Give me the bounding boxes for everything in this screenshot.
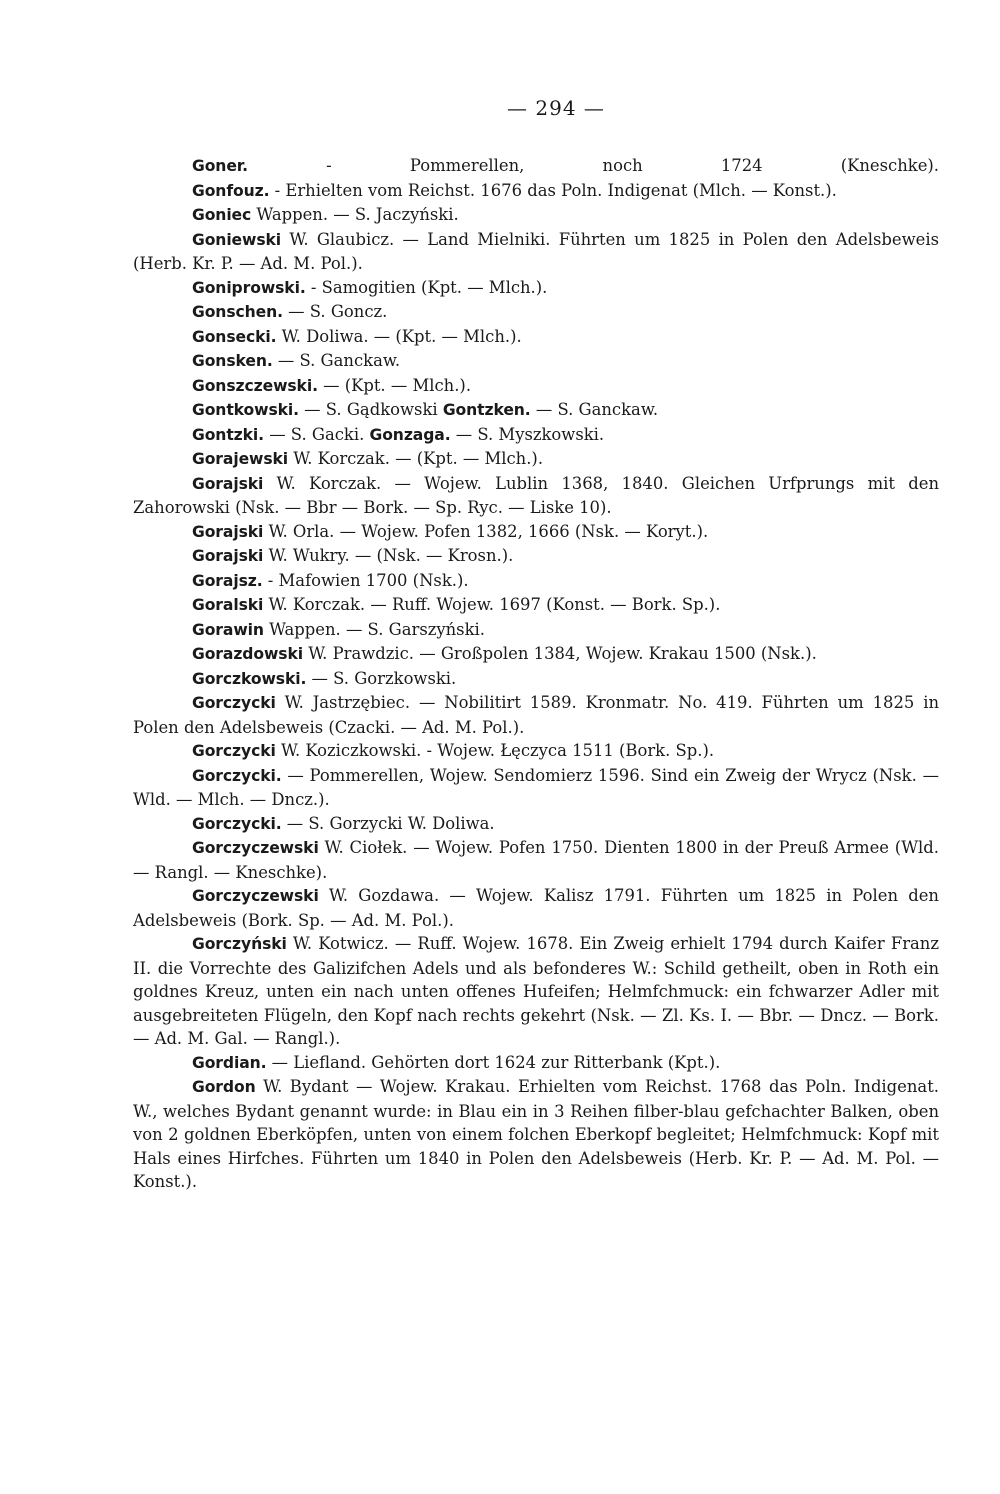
entry-gorczycki-koziczkowski xyxy=(133,739,939,764)
entry-text: W. Ciołek. — Wojew. Pofen 1750. Dienten 1800 in der Preuß Armee (Wld. — Rangl. — Kneschke). xyxy=(133,838,939,882)
page-number: — 294 — xyxy=(507,96,605,120)
entry-headword: Gorczyczewski xyxy=(192,839,319,857)
entry-text: - Pommerellen, noch 1724 (Kneschke). xyxy=(247,156,939,175)
entry-text: — S. Ganckaw. xyxy=(272,351,401,370)
entry-text: — S. Gorzycki W. Doliwa. xyxy=(281,813,495,833)
entry-text: — (Kpt. — Mlch.). xyxy=(317,375,472,395)
entry-gonfouz xyxy=(133,179,939,204)
entry-gontkowski xyxy=(133,398,939,423)
entry-headword: Gonsecki. xyxy=(192,327,277,346)
entry-text: W. Korczak. — Wojew. Lublin 1368, 1840. Gleichen Urfprungs mit den Zahorowski (Nsk. — Bbr — Bork. — Sp. Ryc. — Liske 10). xyxy=(133,473,939,517)
entry-goralski xyxy=(133,593,939,618)
entry-headword: Gorajski xyxy=(192,522,264,541)
entry-gonsecki xyxy=(133,325,939,350)
entry-headword: Gorczkowski. xyxy=(192,669,307,688)
entry-gorajsz xyxy=(133,569,939,594)
entry-text: W. Wukry. — (Nsk. — Krosn.). xyxy=(263,546,514,565)
entry-text: W. Glaubicz. — Land Mielniki. Führten um 1825 in Polen den Adelsbeweis (Herb. Kr. P. — Ad. M. Pol.). xyxy=(133,229,939,273)
entry-headword: Goner. xyxy=(192,157,248,175)
entry-gorczycki-pommerellen xyxy=(133,764,939,812)
entry-headword: Gontzken. xyxy=(442,401,531,419)
entry-text: W. Kotwicz. — Ruff. Wojew. 1678. Ein Zweig erhielt 1794 durch Kaifer Franz II. die Vorrechte des Galizifchen Adels und als befonderes W.: Schild getheilt, oben in Roth ein goldnes Kreuz, unten ein nach unten offenes Hufeifen; Helmfchmuck: ein fchwarzer Adler mit ausgebreiteten Flügeln, den Kopf nach rechts gekehrt (Nsk. — Zl. Ks. I. — Bbr. — Dncz. — Bork. — Ad. M. Gal. — Rangl.). xyxy=(133,934,939,1048)
entry-gorczyczewski-gozdawa xyxy=(133,884,939,932)
entry-gorczkowski xyxy=(133,667,939,692)
entry-headword: Gorajewski xyxy=(192,450,289,468)
entry-headword: Gonszczewski. xyxy=(192,376,318,395)
entry-headword: Gordian. xyxy=(192,1053,267,1072)
entry-headword: Gorajsz. xyxy=(192,571,263,590)
entry-headword: Gorajski xyxy=(192,547,264,565)
entry-headword: Gorczyński xyxy=(192,935,287,953)
entry-text: Wappen. — S. Jaczyński. xyxy=(251,205,459,224)
entry-headword: Gonfouz. xyxy=(192,181,270,200)
entry-gorajski-wukry xyxy=(133,544,939,569)
entry-text: — S. Myszkowski. xyxy=(450,424,605,444)
entry-text: W. Orla. — Wojew. Pofen 1382, 1666 (Nsk. — Koryt.). xyxy=(263,521,709,541)
document-page xyxy=(133,96,939,1194)
entry-text: - Erhielten vom Reichst. 1676 das Poln. Indigenat (Mlch. — Konst.). xyxy=(269,180,837,200)
entry-headword: Gorajski xyxy=(192,474,264,493)
entry-text: - Mafowien 1700 (Nsk.). xyxy=(262,570,469,590)
entry-gonsken xyxy=(133,349,939,374)
entry-text: W. Jastrzębiec. — Nobilitirt 1589. Kronmatr. No. 419. Führten um 1825 in Polen den Adelsbeweis (Czacki. — Ad. M. Pol.). xyxy=(133,693,939,737)
entry-goniprowski xyxy=(133,276,939,301)
entry-headword: Goniec xyxy=(192,206,252,224)
entry-gorczynski xyxy=(133,932,939,1051)
entry-gorajewski xyxy=(133,447,939,472)
entry-text: W. Gozdawa. — Wojew. Kalisz 1791. Führten um 1825 in Polen den Adelsbeweis (Bork. Sp. — Ad. M. Pol.). xyxy=(133,886,939,930)
entry-gontzki xyxy=(133,423,939,448)
entry-headword: Gorczycki. xyxy=(192,766,282,785)
entry-headword: Gontzki. xyxy=(192,425,264,444)
entry-text: W. Bydant — Wojew. Krakau. Erhielten vom Reichst. 1768 das Poln. Indigenat. W., welches Bydant genannt wurde: in Blau ein in 3 Reihen filber-blau gefchachter Balken, oben von 2 goldnen Eberköpfen, unten von einem folchen Eberkopf begleitet; Helmfchmuck: Kopf mit Hals eines Hirfches. Führten um 1840 in Polen den Adelsbeweis (Herb. Kr. P. — Ad. M. Pol. — Konst.). xyxy=(133,1077,939,1191)
entry-headword: Gontkowski. xyxy=(192,401,299,419)
entry-gorczyczewski-ciolek xyxy=(133,836,939,884)
entry-headword: Gonzaga. xyxy=(369,425,451,444)
entry-headword: Gorawin xyxy=(192,620,264,639)
entry-gorajski-orla xyxy=(133,520,939,545)
entry-text: W. Korczak. — (Kpt. — Mlch.). xyxy=(288,449,544,468)
entry-headword: Gorczyczewski xyxy=(192,887,319,905)
entry-headword: Gorazdowski xyxy=(192,645,303,663)
entry-text: - Samogitien (Kpt. — Mlch.). xyxy=(305,277,548,297)
entry-headword: Gorczycki xyxy=(192,742,276,760)
entry-headword: Goniprowski. xyxy=(192,278,306,297)
entry-gorazdowski xyxy=(133,642,939,667)
entry-text: W. Prawdzic. — Großpolen 1384, Wojew. Krakau 1500 (Nsk.). xyxy=(302,644,817,663)
entry-gonschen xyxy=(133,300,939,325)
entry-gorajski-korczak xyxy=(133,472,939,520)
entry-gordian xyxy=(133,1051,939,1076)
entry-text: Wappen. — S. Garszyński. xyxy=(263,619,485,639)
entry-text: W. Doliwa. — (Kpt. — Mlch.). xyxy=(276,326,522,346)
entry-goner xyxy=(133,154,939,179)
entry-text: — Pommerellen, Wojew. Sendomierz 1596. Sind ein Zweig der Wrycz (Nsk. — Wld. — Mlch. — Dncz.). xyxy=(133,765,939,809)
entry-gorczycki-doliwa xyxy=(133,812,939,837)
entry-text: — S. Ganckaw. xyxy=(530,400,659,419)
entry-gorczycki-jastrzebiec xyxy=(133,691,939,739)
entry-headword: Goralski xyxy=(192,596,264,614)
entry-goniewski xyxy=(133,228,939,276)
entry-goniec xyxy=(133,203,939,228)
entry-headword: Goniewski xyxy=(192,230,282,249)
entry-headword: Gordon xyxy=(192,1078,256,1096)
entry-gorawin xyxy=(133,618,939,643)
entry-headword: Gorczycki xyxy=(192,694,276,712)
entry-text: — S. Goncz. xyxy=(282,302,388,321)
entry-text: — Liefland. Gehörten dort 1624 zur Ritterbank (Kpt.). xyxy=(266,1052,721,1072)
entry-gonszczewski xyxy=(133,374,939,399)
entry-text: — S. Gądkowski xyxy=(298,400,443,419)
entry-headword: Gonschen. xyxy=(192,303,283,321)
entry-text: — S. Gacki. xyxy=(263,424,370,444)
entry-gordon xyxy=(133,1075,939,1194)
entry-text: W. Korczak. — Ruff. Wojew. 1697 (Konst. — Bork. Sp.). xyxy=(263,595,721,614)
entry-text: W. Koziczkowski. - Wojew. Łęczyca 1511 (Bork. Sp.). xyxy=(275,741,715,760)
entry-headword: Gonsken. xyxy=(192,352,273,370)
entry-text: — S. Gorzkowski. xyxy=(306,668,457,688)
entry-headword: Gorczycki. xyxy=(192,814,282,833)
